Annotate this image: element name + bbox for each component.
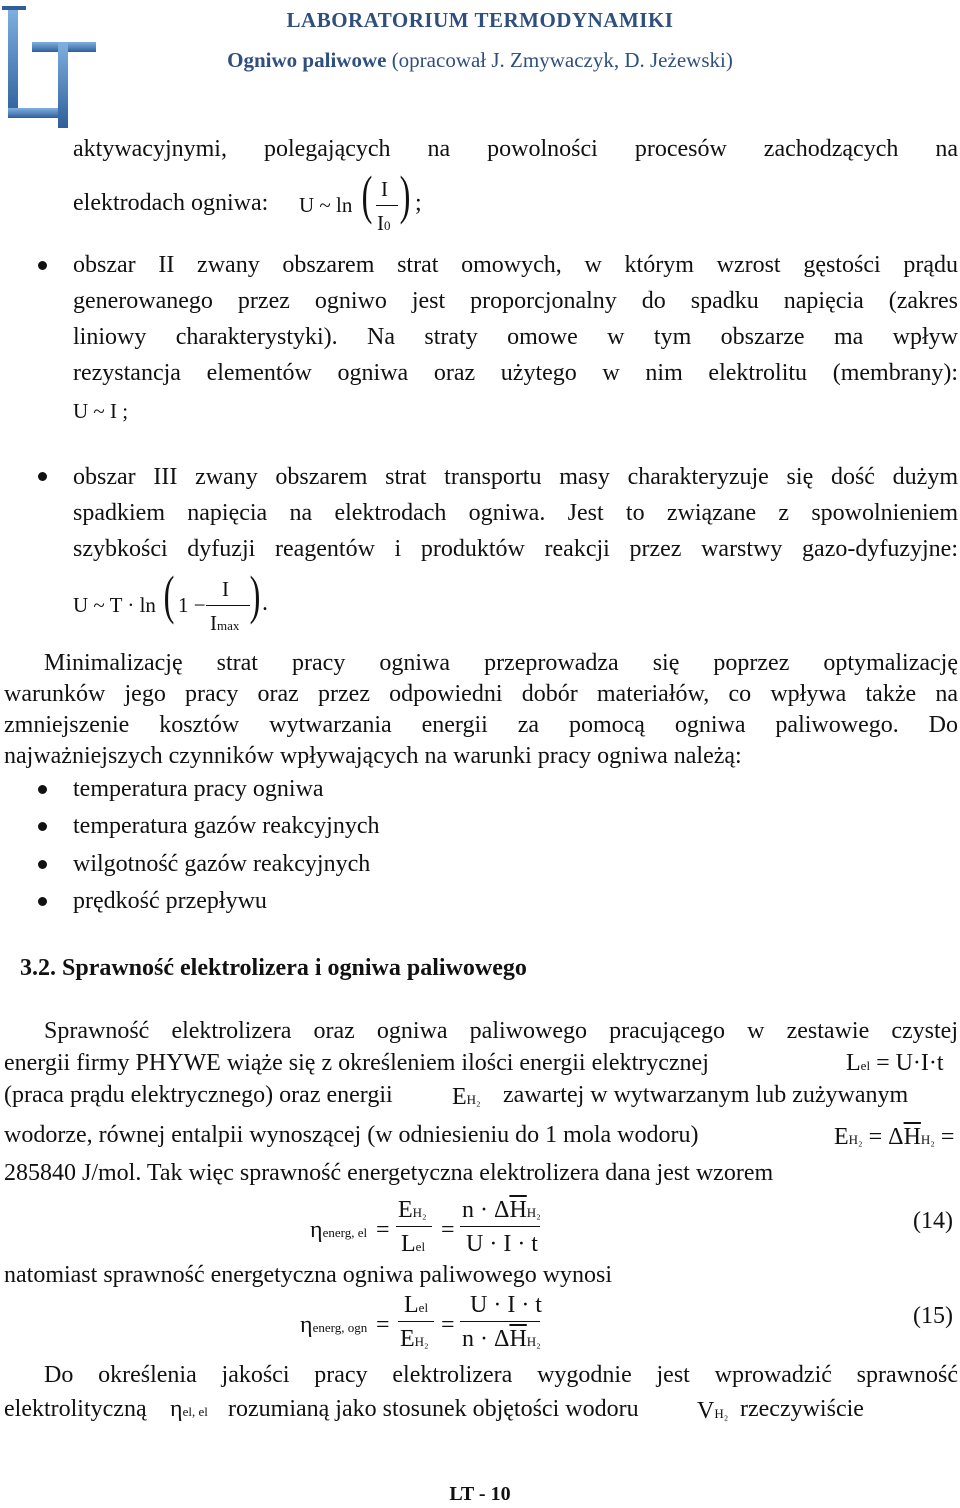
page-number: LT - 10 (449, 1483, 511, 1505)
v-sub: H₂ (714, 1406, 729, 1421)
eq-sub: el (860, 1058, 871, 1073)
text-line: elektrolityczną (4, 1396, 147, 1422)
frac1-num (404, 1290, 428, 1323)
eta-sub: el, el (182, 1404, 208, 1419)
text-line: obszar III zwany obszarem strat transportu masy charakteryzuje się dość dużym (73, 464, 958, 490)
equation-eh2 (452, 1082, 481, 1115)
den-sub: max (217, 618, 240, 633)
v-h2 (697, 1396, 728, 1429)
eta-sub: energ, el (322, 1225, 368, 1240)
eta-symbol: η (310, 1217, 323, 1243)
n1-sub: H₂ (412, 1205, 427, 1220)
text-line: Minimalizację strat pracy ogniwa przeprowadza się poprzez optymalizację (44, 650, 958, 676)
section-heading: 3.2. Sprawność elektrolizera i ogniwa paliwowego (20, 955, 527, 981)
d1-sub: H₂ (414, 1334, 429, 1349)
v-letter: V (697, 1398, 715, 1424)
eta-symbol: η (170, 1396, 183, 1422)
frac1-den (401, 1229, 425, 1262)
text-line: warunków jego pracy oraz przez odpowiedni dobór materiałów, co wpływa także na (4, 681, 958, 707)
fraction-line (206, 605, 250, 606)
eta (310, 1215, 367, 1248)
text-line: szybkości dyfuzji reagentów i produktów reakcji przez warstwy gazo-dyfuzyjne: (73, 536, 958, 562)
text-line: Sprawność elektrolizera oraz ogniwa paliwowego pracującego w zestawie czystej (44, 1018, 958, 1044)
text-line: natomiast sprawność energetyczna ogniwa paliwowego wynosi (4, 1262, 613, 1288)
d1: L (401, 1231, 416, 1257)
list-item: temperatura pracy ogniwa (73, 776, 324, 802)
n1: L (404, 1292, 419, 1318)
eq-sub: H₂ (848, 1132, 863, 1147)
frac2-num (462, 1195, 541, 1228)
bullet-icon (38, 822, 47, 831)
n2-sub: H₂ (526, 1205, 541, 1220)
text-line: 285840 J/mol. Tak więc sprawność energetyczna elektrolizera dana jest wzorem (4, 1160, 774, 1186)
eq-rest: = U·I·t (870, 1050, 944, 1076)
text-line: aktywacyjnymi, polegających na powolności procesów zachodzących na (73, 136, 958, 162)
text-line: zawartej w wytwarzanym lub zużywanym (503, 1082, 909, 1108)
text-line: Do określenia jakości pracy elektrolizera wygodnie jest wprowadzić sprawność (44, 1362, 958, 1388)
eq-letter: L (846, 1050, 861, 1076)
paren-right: ) (399, 165, 411, 225)
fraction-line (376, 205, 398, 206)
text-line: obszar II zwany obszarem strat omowych, w którym wzrost gęstości prądu (73, 252, 958, 278)
text-line: liniowy charakterystyki). Na straty omowe w tym obszarze ma wpływ (73, 324, 958, 350)
eq-mid: = Δ (862, 1124, 904, 1150)
eq-letter: E (834, 1124, 849, 1150)
list-item: temperatura gazów reakcyjnych (73, 813, 380, 839)
bullet-icon (38, 860, 47, 869)
frac1-den (400, 1324, 429, 1357)
page-header (0, 0, 960, 130)
period: . (262, 590, 268, 616)
eq-sub: H₂ (466, 1092, 481, 1107)
equals-sign: = (376, 1312, 390, 1338)
d2: n · Δ (462, 1326, 510, 1352)
eta (300, 1310, 367, 1343)
den-sub: 0 (384, 218, 391, 233)
bullet-icon (38, 472, 47, 481)
d1: E (400, 1326, 415, 1352)
text-line: zmniejszenie kosztów wytwarzania energii za pomocą ogniwa paliwowego. Do (4, 712, 958, 738)
fraction-line (460, 1226, 540, 1227)
den-letter: I (210, 611, 217, 635)
fraction-line (460, 1321, 540, 1322)
d2-sub: H₂ (526, 1334, 541, 1349)
d1-sub: el (415, 1239, 426, 1254)
text-line: rozumianą jako stosunek objętości wodoru (228, 1396, 639, 1422)
frac1-num (398, 1195, 427, 1228)
semicolon: ; (415, 190, 422, 216)
frac2-den: U · I · t (466, 1231, 538, 1257)
equation-den (210, 608, 239, 641)
den-letter: I (377, 211, 384, 235)
text-line: (praca prądu elektrycznego) oraz energii (4, 1082, 393, 1108)
equals-sign: = (441, 1312, 455, 1338)
eta-sub: energ, ogn (312, 1320, 368, 1335)
bullet-icon (38, 261, 47, 270)
n2: n · Δ (462, 1197, 510, 1223)
paren-right: ) (249, 565, 261, 625)
d2-h: $\overline{H}$ (509, 1326, 527, 1352)
document-subtitle (0, 48, 960, 73)
text-line: elektrodach ogniwa: (73, 190, 269, 216)
equals-sign: = (376, 1217, 390, 1243)
paren-left: ( (361, 165, 373, 225)
fraction-line (396, 1226, 432, 1227)
text-line: rezystancja elementów ogniwa oraz użytego w nim elektrolitu (membrany): (73, 360, 958, 386)
frac2-num: U · I · t (470, 1292, 542, 1318)
eta-el-el (170, 1394, 208, 1427)
text-line: energii firmy PHYWE wiąże się z określeniem ilości energii elektrycznej (4, 1050, 709, 1076)
eq-h: $\overline{H}$ (903, 1124, 921, 1150)
bullet-icon (38, 897, 47, 906)
equation-lel (846, 1048, 944, 1081)
text-line: rzeczywiście (740, 1396, 864, 1422)
frac2-den (462, 1324, 541, 1357)
bullet-icon (38, 785, 47, 794)
text-line: najważniejszych czynników wpływających na warunki pracy ogniwa należą: (4, 743, 742, 769)
eq-end: = (934, 1124, 955, 1150)
n1-sub: el (418, 1300, 429, 1315)
equals-sign: = (441, 1217, 455, 1243)
paren-left: ( (163, 565, 175, 625)
fraction-line (398, 1321, 434, 1322)
list-item: prędkość przepływu (73, 888, 267, 914)
list-item: wilgotność gazów reakcyjnych (73, 851, 371, 877)
equation-num: I (381, 177, 388, 201)
equation-eh2-dh (834, 1122, 954, 1155)
text-line: wodorze, równej entalpii wynoszącej (w odniesieniu do 1 mola wodoru) (4, 1122, 699, 1148)
subtitle-bold: Ogniwo paliwowe (227, 48, 387, 72)
equation-den (377, 208, 391, 241)
equation-num: I (222, 577, 229, 601)
eta-symbol: η (300, 1312, 313, 1338)
equation-u-i: U ~ I ; (73, 399, 129, 423)
text-line: generowanego przez ogniwo jest proporcjonalny do spadku napięcia (zakres (73, 288, 958, 314)
eq-sub2: H₂ (920, 1132, 935, 1147)
equation-number: (14) (913, 1208, 953, 1234)
subtitle-authors: (opracował J. Zmywaczyk, D. Jeżewski) (386, 48, 733, 72)
lab-title: LABORATORIUM TERMODYNAMIKI (286, 8, 674, 32)
equation-one-minus: 1 − (178, 593, 206, 617)
text-line: spadkiem napięcia na elektrodach ogniwa. Jest to związane z spowolnieniem (73, 500, 958, 526)
equation-number: (15) (913, 1303, 953, 1329)
n1: E (398, 1197, 413, 1223)
equation-u-t-ln: U ~ T · ln (73, 593, 156, 617)
n2-h: $\overline{H}$ (509, 1197, 527, 1223)
equation-u-ln: U ~ ln (299, 193, 353, 217)
eq-letter: E (452, 1084, 467, 1110)
